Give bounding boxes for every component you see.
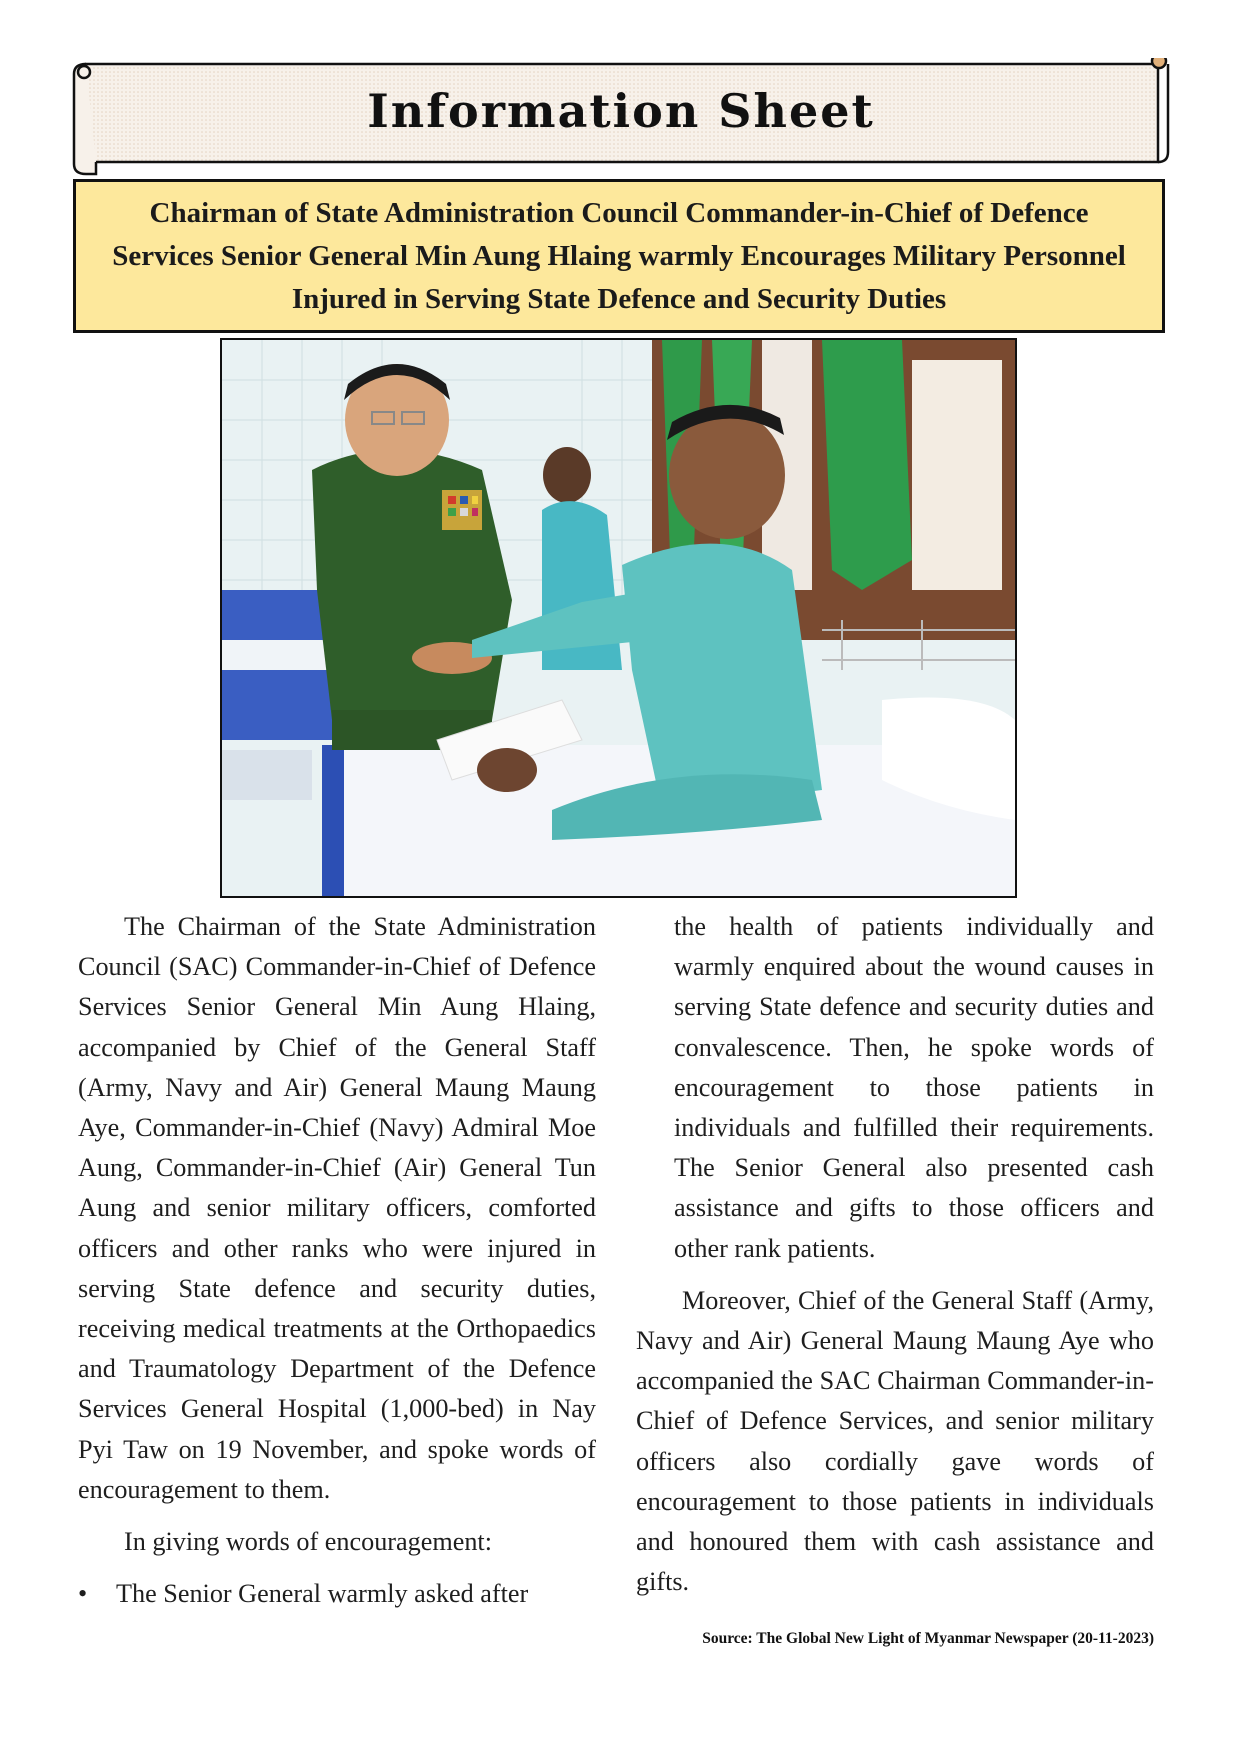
photo-illustration <box>222 340 1015 896</box>
bullet-list <box>78 1574 596 1614</box>
bullet-text-continued: the health of patients individually and warmly enquired about the wound causes in serving State defence and security duties and convalescence. Then, he spoke words of encouragement to those patients in individuals and fulfilled their requirements. The Senior General also presented cash assistance and gifts to those officers and other rank patients. <box>674 912 1154 1263</box>
headline-box <box>73 179 1165 333</box>
left-column <box>78 907 596 1614</box>
hospital-visit-photo <box>220 338 1017 898</box>
right-column <box>636 907 1154 1602</box>
body-paragraph-1: The Chairman of the State Administration Council (SAC) Commander-in-Chief of Defence Services Senior General Min Aung Hlaing, accompanied by Chief of the General Staff (Army, Navy and Air) General Maung Maung Aye, Commander-in-Chief (Navy) Admiral Moe Aung, Commander-in-Chief (Air) General Tun Aung and senior military officers, comforted officers and other ranks who were injured in serving State defence and security duties, receiving medical treatments at the Orthopaedics and Traumatology Department of the Defence Services General Hospital (1,000-bed) in Nay Pyi Taw on 19 November, and spoke words of encouragement to them. <box>78 912 596 1504</box>
page-title: Information Sheet <box>367 84 875 138</box>
body-paragraph-2: In giving words of encouragement: <box>124 1527 492 1557</box>
title-banner <box>72 58 1170 178</box>
bullet-item-1 <box>78 1574 596 1614</box>
bullet-text-start: The Senior General warmly asked after <box>116 1579 529 1609</box>
body-paragraph-3: Moreover, Chief of the General Staff (Army, Navy and Air) General Maung Maung Aye who accompanied the SAC Chairman Commander-in-Chief of Defence Services, and senior military officers also cordially gave words of encouragement to those patients in individuals and honoured them with cash assistance and gifts. <box>636 1285 1154 1597</box>
source-citation: Source: The Global New Light of Myanmar Newspaper (20-11-2023) <box>702 1630 1154 1647</box>
headline-text: Chairman of State Administration Council Commander-in-Chief of Defence Services Senior General Min Aung Hlaing warmly Encourages Military Personnel Injured in Serving State Defence and Security Duties <box>112 196 1126 315</box>
bullet-icon: • <box>78 1579 88 1609</box>
